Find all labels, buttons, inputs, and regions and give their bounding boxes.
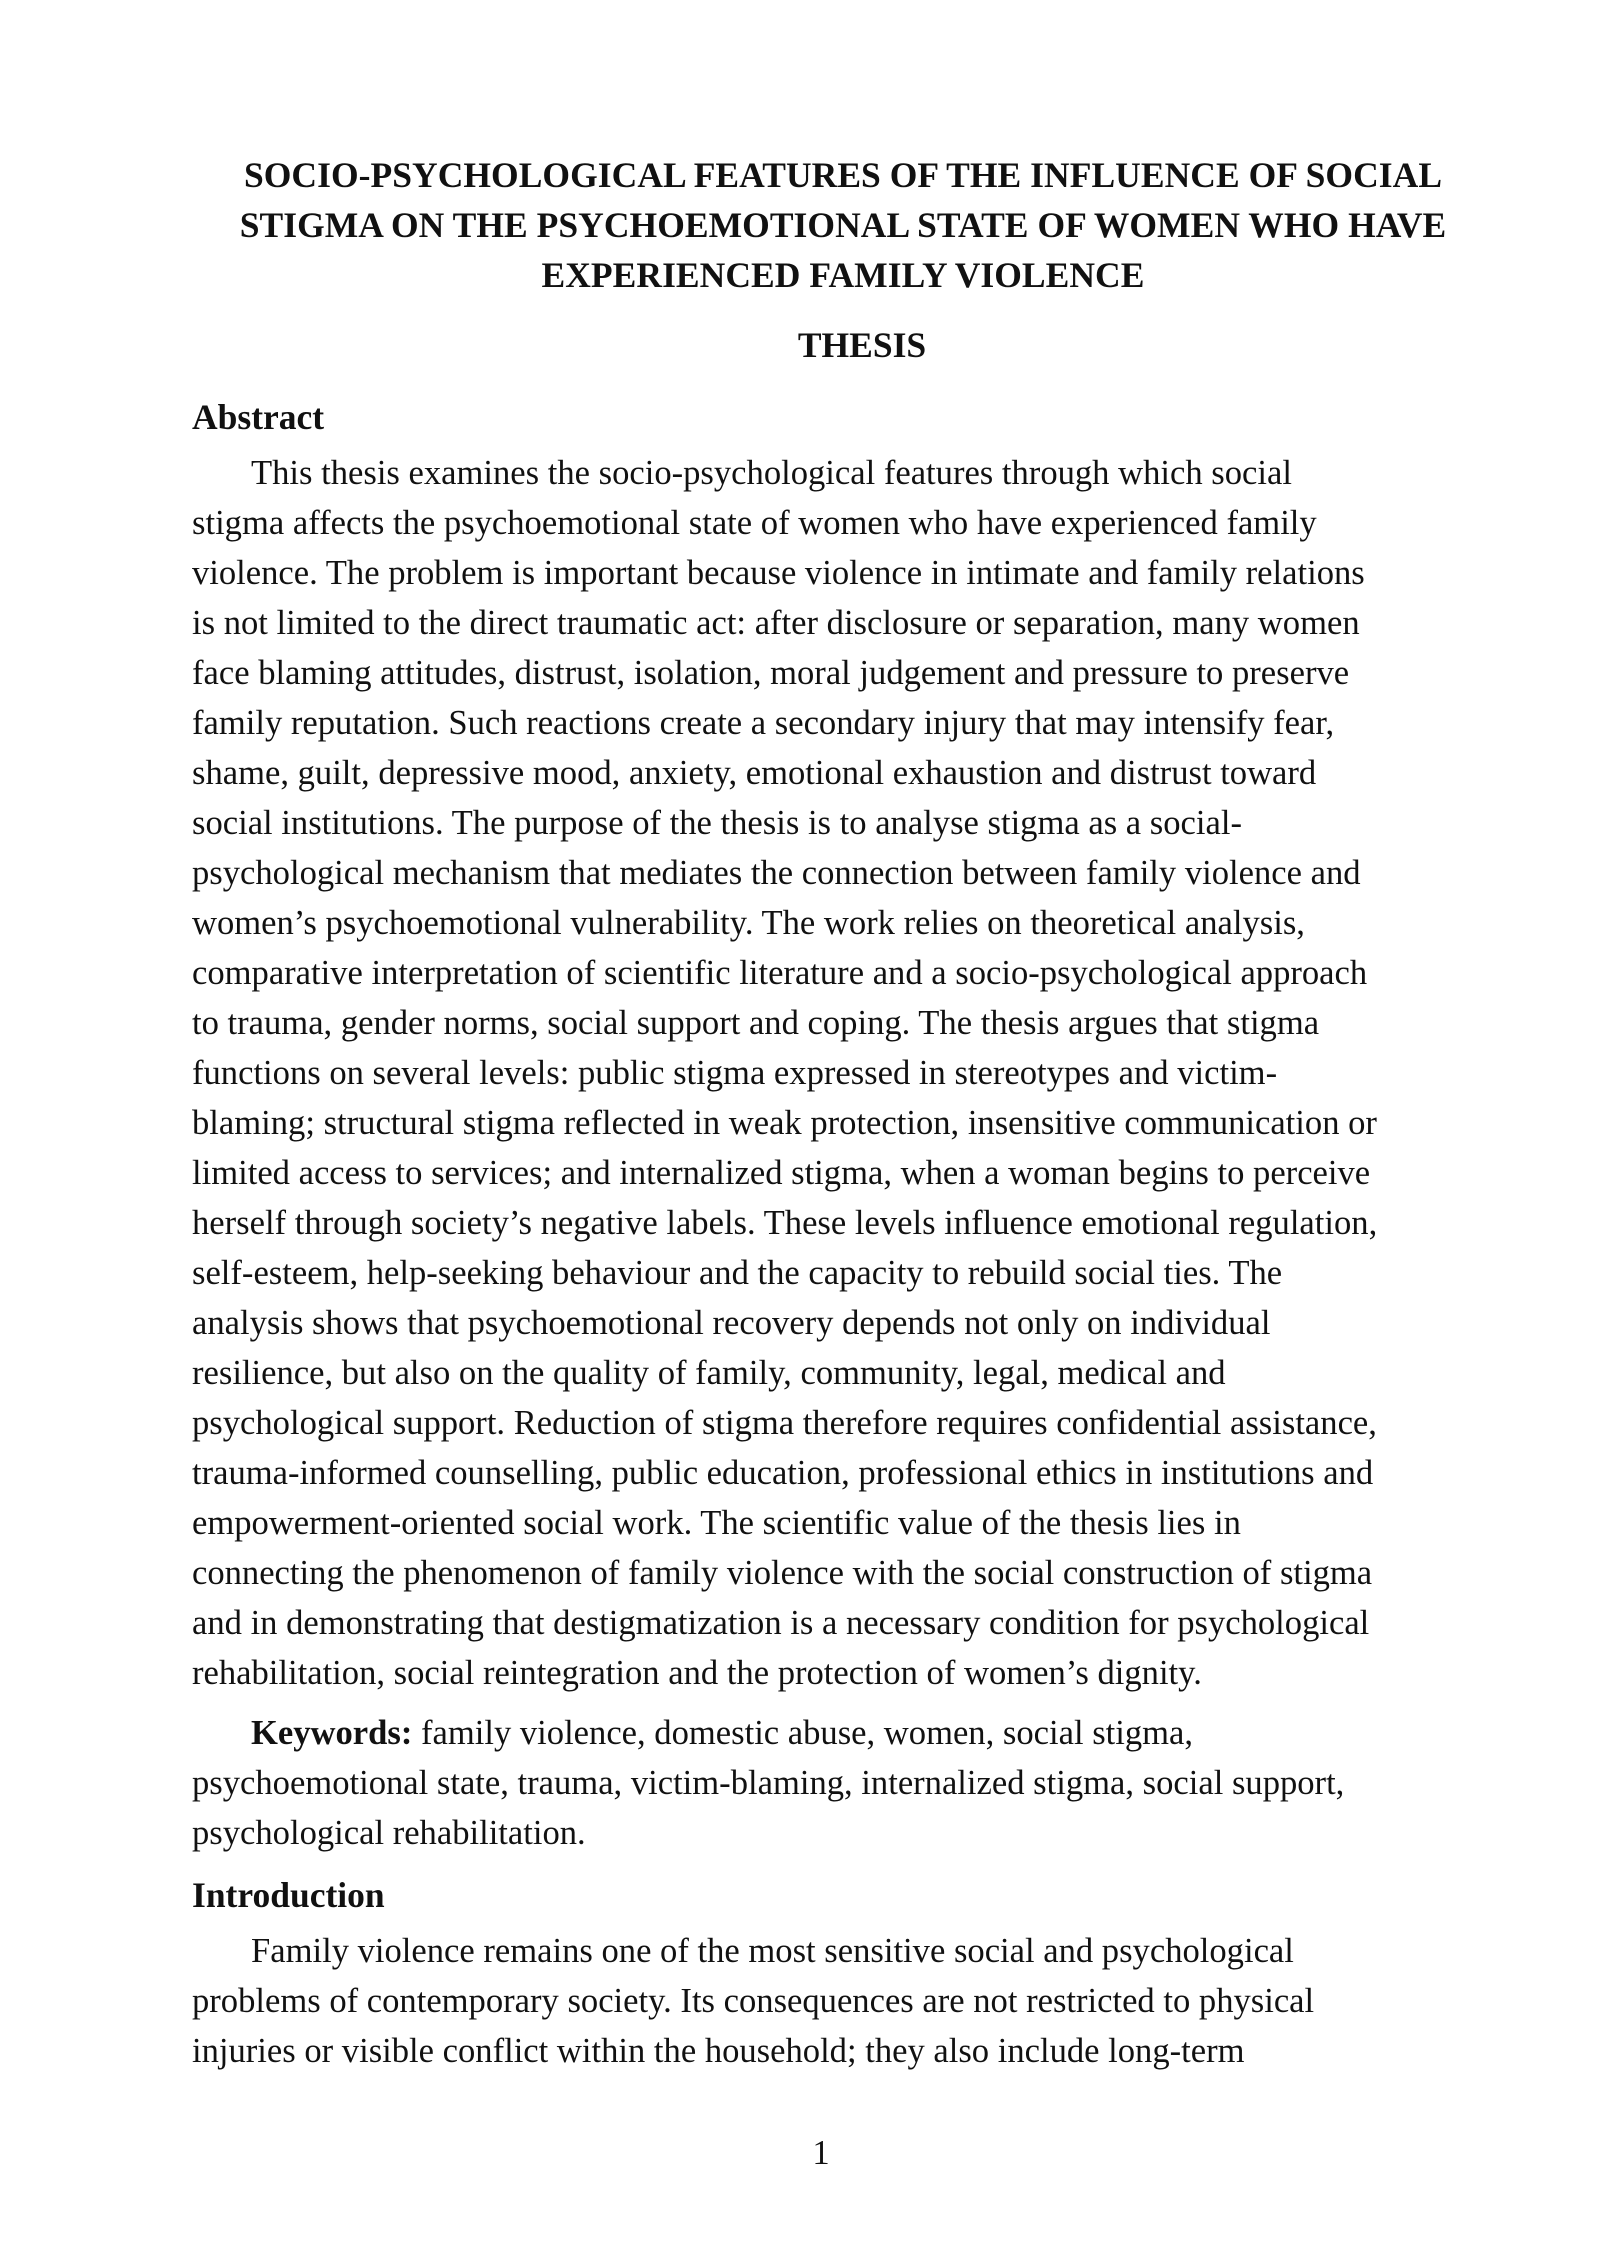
abstract-line: blaming; structural stigma reflected in weak protection, insensitive communication or: [192, 1104, 1377, 1142]
introduction-heading: Introduction: [192, 1875, 385, 1915]
abstract-line: social institutions. The purpose of the thesis is to analyse stigma as a social-: [192, 804, 1242, 842]
abstract-line: resilience, but also on the quality of family, community, legal, medical and: [192, 1354, 1226, 1392]
abstract-line: women’s psychoemotional vulnerability. The work relies on theoretical analysis,: [192, 904, 1305, 942]
abstract-line: connecting the phenomenon of family violence with the social construction of stigma: [192, 1554, 1373, 1592]
abstract-line: stigma affects the psychoemotional state of women who have experienced family: [192, 504, 1317, 542]
keywords-line: [192, 1708, 1494, 1758]
document-title: [192, 150, 1494, 300]
abstract-line: rehabilitation, social reintegration and the protection of women’s dignity.: [192, 1654, 1202, 1692]
abstract-line: limited access to services; and internalized stigma, when a woman begins to perceive: [192, 1154, 1371, 1192]
abstract-line: face blaming attitudes, distrust, isolation, moral judgement and pressure to preserve: [192, 654, 1350, 692]
title-line: STIGMA ON THE PSYCHOEMOTIONAL STATE OF WOMEN WHO HAVE: [239, 205, 1447, 245]
title-line: EXPERIENCED FAMILY VIOLENCE: [541, 255, 1145, 295]
keywords-line: psychoemotional state, trauma, victim-blaming, internalized stigma, social support,: [192, 1764, 1345, 1802]
abstract-line: trauma-informed counselling, public education, professional ethics in institutions and: [192, 1454, 1374, 1492]
abstract-line: self-esteem, help-seeking behaviour and the capacity to rebuild social ties. The: [192, 1254, 1283, 1292]
abstract-line: psychological support. Reduction of stigma therefore requires confidential assistance,: [192, 1404, 1377, 1442]
abstract-line: functions on several levels: public stigma expressed in stereotypes and victim-: [192, 1054, 1278, 1092]
abstract-line: analysis shows that psychoemotional recovery depends not only on individual: [192, 1304, 1271, 1342]
abstract-paragraph: [192, 448, 1494, 1698]
introduction-line: Family violence remains one of the most sensitive social and psychological: [251, 1932, 1294, 1970]
page-content: [192, 150, 1494, 2076]
abstract-line: empowerment-oriented social work. The scientific value of the thesis lies in: [192, 1504, 1241, 1542]
introduction-line: injuries or visible conflict within the household; they also include long-term: [192, 2032, 1245, 2070]
abstract-heading: Abstract: [192, 397, 325, 437]
abstract-line: This thesis examines the socio-psychological features through which social: [251, 454, 1292, 492]
abstract-line: and in demonstrating that destigmatization is a necessary condition for psychological: [192, 1604, 1370, 1642]
keywords-text: family violence, domestic abuse, women, social stigma,: [412, 1714, 1194, 1752]
abstract-line: is not limited to the direct traumatic act: after disclosure or separation, many women: [192, 604, 1360, 642]
keywords-paragraph: [192, 1708, 1494, 1858]
title-line: SOCIO-PSYCHOLOGICAL FEATURES OF THE INFLUENCE OF SOCIAL: [243, 155, 1443, 195]
keywords-label: Keywords:: [251, 1714, 413, 1752]
abstract-line: herself through society’s negative labels. These levels influence emotional regulation,: [192, 1204, 1378, 1242]
abstract-line: family reputation. Such reactions create a secondary injury that may intensify fear,: [192, 704, 1335, 742]
introduction-paragraph: [192, 1926, 1494, 2076]
page-number: 1: [812, 2134, 830, 2172]
introduction-line: problems of contemporary society. Its consequences are not restricted to physical: [192, 1982, 1315, 2020]
abstract-line: violence. The problem is important because violence in intimate and family relations: [192, 554, 1365, 592]
keywords-line: psychological rehabilitation.: [192, 1814, 586, 1852]
abstract-line: shame, guilt, depressive mood, anxiety, emotional exhaustion and distrust toward: [192, 754, 1317, 792]
abstract-line: to trauma, gender norms, social support and coping. The thesis argues that stigma: [192, 1004, 1320, 1042]
document-type-label: THESIS: [797, 325, 927, 365]
abstract-line: comparative interpretation of scientific literature and a socio-psychological approach: [192, 954, 1368, 992]
abstract-line: psychological mechanism that mediates the connection between family violence and: [192, 854, 1361, 892]
